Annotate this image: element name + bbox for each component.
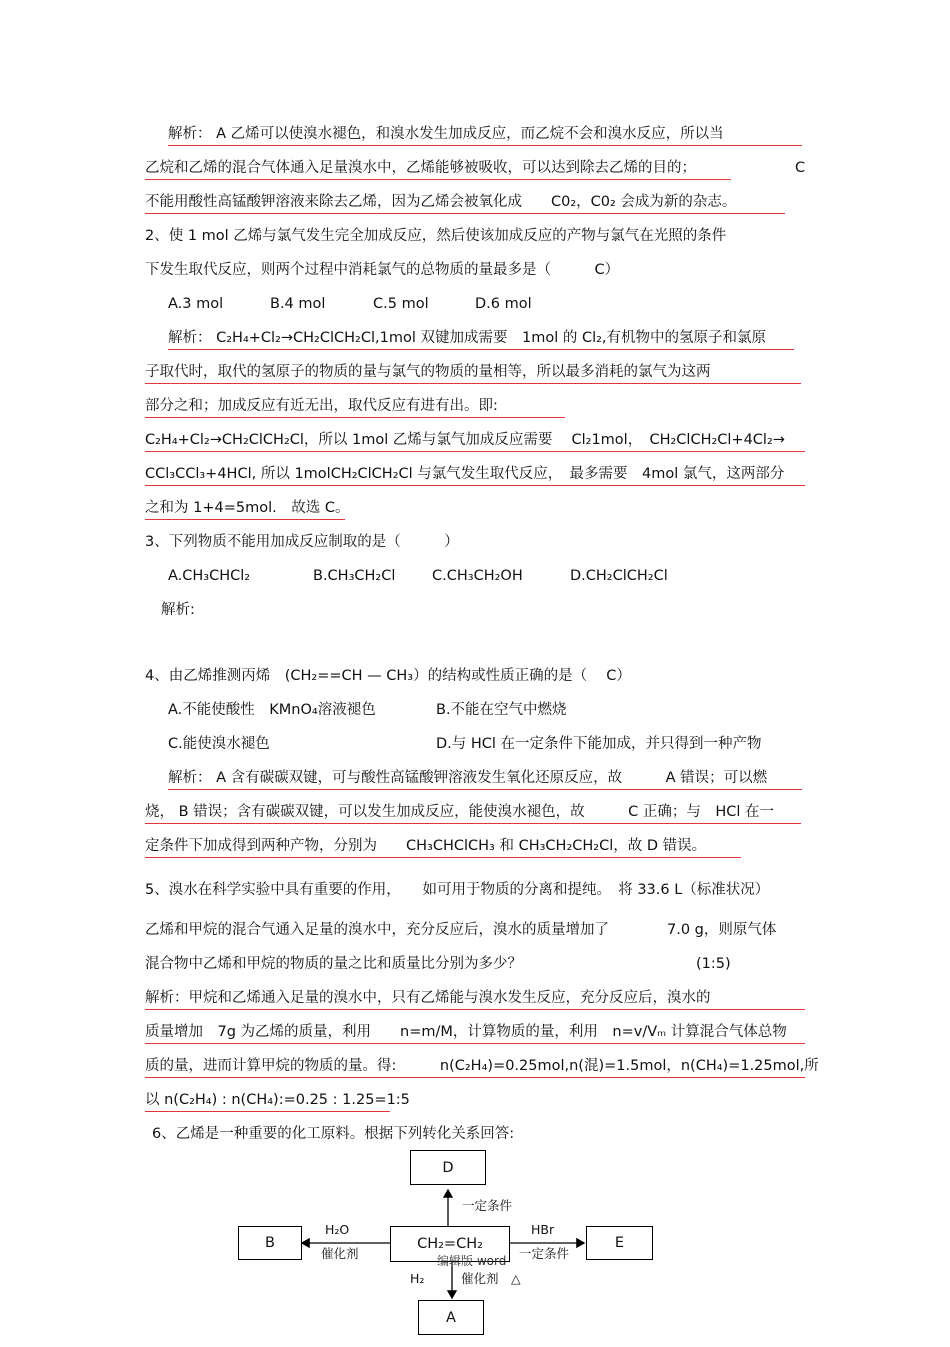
q1-analysis-line-3: 不能用酸性高锰酸钾溶液来除去乙烯，因为乙烯会被氧化成 C0₂，C0₂ 会成为新的杂志。 <box>145 192 785 214</box>
label-bottom-condition: 催化剂 △ <box>461 1271 521 1286</box>
q4-option-c: C.能使溴水褪色 <box>168 736 270 752</box>
q4-option-d: D.与 HCl 在一定条件下能加成，并只得到一种产物 <box>436 736 762 752</box>
q3-option-b: B.CH₃CH₂Cl <box>313 568 396 584</box>
q2-analysis-line-3: 部分之和；加成反应有近无出，取代反应有进有出。即: <box>145 396 565 418</box>
label-top-condition: 一定条件 <box>462 1198 513 1213</box>
q2-option-d: D.6 mol <box>475 296 532 312</box>
q2-stem-line-2: 下发生取代反应，则两个过程中消耗氯气的总物质的量最多是（ C） <box>145 262 620 278</box>
q4-option-a: A.不能使酸性 KMnO₄溶液褪色 <box>168 702 376 718</box>
label-right-condition: 一定条件 <box>519 1246 570 1261</box>
q2-option-a: A.3 mol <box>168 296 224 312</box>
q5-analysis-line-4: 以 n(C₂H₄) : n(CH₄):=0.25 : 1.25=1:5 <box>145 1090 390 1112</box>
q2-stem-line-1: 2、使 1 mol 乙烯与氯气发生完全加成反应，然后使该加成反应的产物与氯气在光照的条件 <box>145 228 727 244</box>
q4-analysis-line-2: 烧， B 错误；含有碳碳双键，可以发生加成反应，能使溴水褪色，故 C 正确；与 HCl 在一 <box>145 802 801 824</box>
q2-analysis-line-1: 解析： C₂H₄+Cl₂→CH₂ClCH₂Cl,1mol 双键加成需要 1mol 的 Cl₂,有机物中的氢原子和氯原 <box>168 328 794 350</box>
label-left-condition: 催化剂 <box>321 1246 359 1261</box>
node-d: D <box>410 1150 486 1185</box>
watermark: 编辑版 word <box>437 1254 507 1268</box>
q2-analysis-line-6: 之和为 1+4=5mol. 故选 C。 <box>145 498 345 520</box>
q2-analysis-line-2: 子取代时，取代的氢原子的物质的量与氯气的物质的量相等，所以最多消耗的氯气为这两 <box>145 362 801 384</box>
q6-stem: 6、乙烯是一种重要的化工原料。根据下列转化关系回答: <box>152 1126 515 1142</box>
q2-option-b: B.4 mol <box>270 296 326 312</box>
q5-stem-line-2: 乙烯和甲烷的混合气通入足量的溴水中，充分反应后，溴水的质量增加了 7.0 g，则原气体 <box>145 922 777 938</box>
q1-analysis-line-2-option: C <box>795 160 806 176</box>
label-bottom-reagent: H₂ <box>410 1271 425 1286</box>
q1-analysis-line-2: 乙烷和乙烯的混合气体通入足量溴水中，乙烯能够被吸收，可以达到除去乙烯的目的； <box>145 158 731 180</box>
q1-analysis-line-1: 解析： A 乙烯可以使溴水褪色，和溴水发生加成反应，而乙烷不会和溴水反应，所以当 <box>168 124 802 146</box>
label-right-reagent: HBr <box>531 1222 555 1237</box>
q5-stem-line-3: 混合物中乙烯和甲烷的物质的量之比和质量比分别为多少？ (1:5) <box>145 956 731 972</box>
q4-stem: 4、由乙烯推测丙烯 (CH₂==CH — CH₃）的结构或性质正确的是（ C） <box>145 668 631 684</box>
q5-stem-line-1: 5、溴水在科学实验中具有重要的作用， 如可用于物质的分离和提纯。 将 33.6 L（标准状况） <box>145 882 770 898</box>
q3-option-d: D.CH₂ClCH₂Cl <box>570 568 668 584</box>
q2-analysis-line-4: C₂H₄+Cl₂→CH₂ClCH₂Cl，所以 1mol 乙烯与氯气加成反应需要 Cl₂1mol， CH₂ClCH₂Cl+4Cl₂→ <box>145 430 805 452</box>
node-ethylene: CH₂=CH₂ <box>390 1226 510 1262</box>
q5-analysis-line-2: 质量增加 7g 为乙烯的质量，利用 n=m/M，计算物质的量，利用 n=v/Vₘ 计算混合气体总物 <box>145 1022 805 1044</box>
node-a: A <box>418 1300 484 1335</box>
q3-stem: 3、下列物质不能用加成反应制取的是（ ） <box>145 534 459 550</box>
label-left-reagent: H₂O <box>325 1222 350 1237</box>
q4-analysis-line-3: 定条件下加成得到两种产物，分别为 CH₃CHClCH₃ 和 CH₃CH₂CH₂Cl，故 D 错误。 <box>145 836 741 858</box>
node-b: B <box>238 1226 302 1260</box>
q2-option-c: C.5 mol <box>373 296 429 312</box>
q4-option-b: B.不能在空气中燃烧 <box>436 702 567 718</box>
q4-analysis-line-1: 解析： A 含有碳碳双键，可与酸性高锰酸钾溶液发生氧化还原反应，故 A 错误；可以燃 <box>168 768 802 790</box>
q3-option-c: C.CH₃CH₂OH <box>432 568 523 584</box>
q5-analysis-line-1: 解析：甲烷和乙烯通入足量的溴水中，只有乙烯能与溴水发生反应，充分反应后，溴水的 <box>145 988 805 1010</box>
node-e: E <box>586 1226 653 1260</box>
q5-analysis-line-3: 质的量，进而计算甲烷的物质的量。得: n(C₂H₄)=0.25mol,n(混)=1.5mol，n(CH₄)=1.25mol,所 <box>145 1056 805 1078</box>
q3-analysis: 解析: <box>161 602 195 618</box>
q3-option-a: A.CH₃CHCl₂ <box>168 568 251 584</box>
q2-analysis-line-5: CCl₃CCl₃+4HCl, 所以 1molCH₂ClCH₂Cl 与氯气发生取代反应， 最多需要 4mol 氯气，这两部分 <box>145 464 805 486</box>
